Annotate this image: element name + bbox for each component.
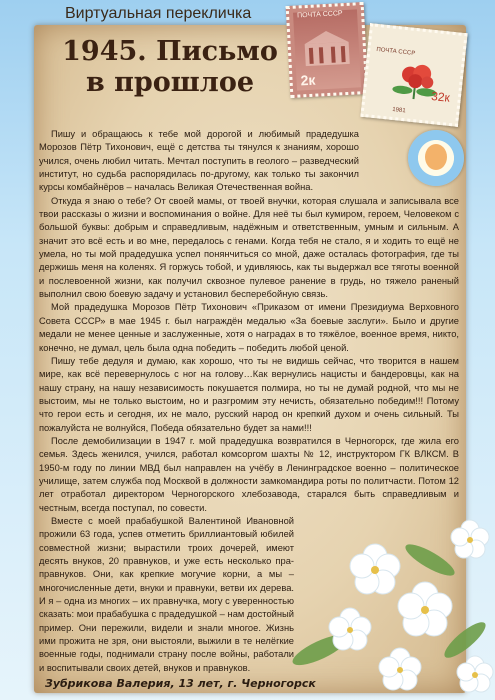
stamp-year: 1981 bbox=[391, 106, 406, 115]
letter-title-line1: 1945. Письмо bbox=[62, 36, 278, 67]
building-icon bbox=[300, 28, 354, 69]
letter-paragraph: Пишу тебе дедуля и думаю, как хорошо, что ты не видишь сейчас, что творится в нашем мире, как всё перевернулось с ног на голову…Как вернулись нацисты и бандеровцы, как на нашу страну, на нашу независимость покушается полмира, но ты не думай родной, что мы не выстоим, мы не только выстоим, но и разгромим эту нечисть, обязательно победим!!! Потому что герои есть и сегодня, их не мало, русский народ он крепкий духом и очень сильный. Ты пожалуйста не волнуйся, Победа обязательно будет за нами!!! bbox=[39, 355, 459, 433]
stamp-country: ПОЧТА СССР bbox=[376, 46, 416, 57]
postage-stamp-flower bbox=[360, 23, 467, 127]
letter-paragraph: Мой прадедушка Морозов Пётр Тихонович «Приказом от имени Президиума Верховного Совета СССР» в мае 1945 г. был награждён медалью «За боевые заслуги». Было и другие медали не менее ценные и заслуженные, хотя о наградах в то тяжёлое, военное время, никто, конечно, не думал, цель была одна победить – победить любой ценой. bbox=[39, 302, 459, 353]
letter-paragraph: Вместе с моей прабабушкой Валентиной Ивановной прожили 63 года, успев отметить бриллиантовый юбилей совместной жизни; вырастили троих дочерей, имеют десять внуков, 20 правнуков, и уже есть несколько пра-правнуков. Они, как крепкие могучие корни, а мы – многочисленные дети, внуки и правнуки, ветви их дерева. И я – одна из многих – их правнучка, могу с уверенностью сказать: мои прабабушка с прадедушкой – нам достойный пример. Они пережили, видели и знали многое. Жизнь ими прожита не зря, они выстояли, выжили в те нелёгкие военные годы, поднимали страну после войны, работали и воспитывали своих детей, внуков и правнуков. bbox=[39, 515, 294, 673]
letter-paragraph: После демобилизации в 1947 г. мой прадедушка возвратился в Черногорск, где жила его семья. Здесь женился, учился, работал комсоргом шахты № 12, инструктором ГК ВЛКСМ. В 1950-м году по линии МВД был направлен на учёбу в Ленинградское военно – политическое училище, затем служба под Москвой в должности замкомандира роты по политчасти. Потом 12 лет отработал директором Черногорского хлебозавода, старался быть справедливым и честным, всегда поступал, по совести. bbox=[39, 435, 459, 513]
letter-paragraph: Откуда я знаю о тебе? От своей мамы, от твоей внучки, которая слушала и записывала все твои рассказы о жизни и воспоминания о войне. Для неё ты был кумиром, героем, Человеком с большой буквы: добрым и справедливым, надёжным и ответственным, умным и сильным. А значит это всё есть и во мне, передалось с генами. Когда тебя не стало, я и ходить то ещё не умела, но ты мой прадедушка успел понянчиться со мной, даже осталась фотография, где ты держишь меня на коленях. Я горжусь тобой, и удивляюсь, как ты выдержал все тяготы военной и послевоенной жизни, как получил сквозное пулевое ранение в грудь, но тяжело раненый выполнил свою боевую задачу и установил бесперебойную связь. bbox=[39, 195, 459, 300]
stamp-value: 2к bbox=[300, 71, 316, 89]
white-blossoms-decoration bbox=[280, 500, 495, 700]
stamp-value: 32к bbox=[430, 88, 451, 105]
header-label: Виртуальная перекличка bbox=[65, 5, 252, 22]
stamp-country: ПОЧТА СССР bbox=[296, 10, 343, 20]
letter-title-line2: в прошлое bbox=[85, 67, 255, 98]
letter-paragraph: Пишу и обращаюсь к тебе мой дорогой и любимый прадедушка Морозов Пётр Тихонович, ещё с детства ты тянулся к знаниям, хорошо учился, очень любил читать. Мечтал поступить в геолого – разведческий институт, но судьба распорядилась по-другому, как только ты закончил курсы комбайнёров – началась Великая Отечественная война. bbox=[39, 129, 359, 193]
letter-author: Зубрикова Валерия, 13 лет, г. Черногорск bbox=[45, 677, 316, 690]
